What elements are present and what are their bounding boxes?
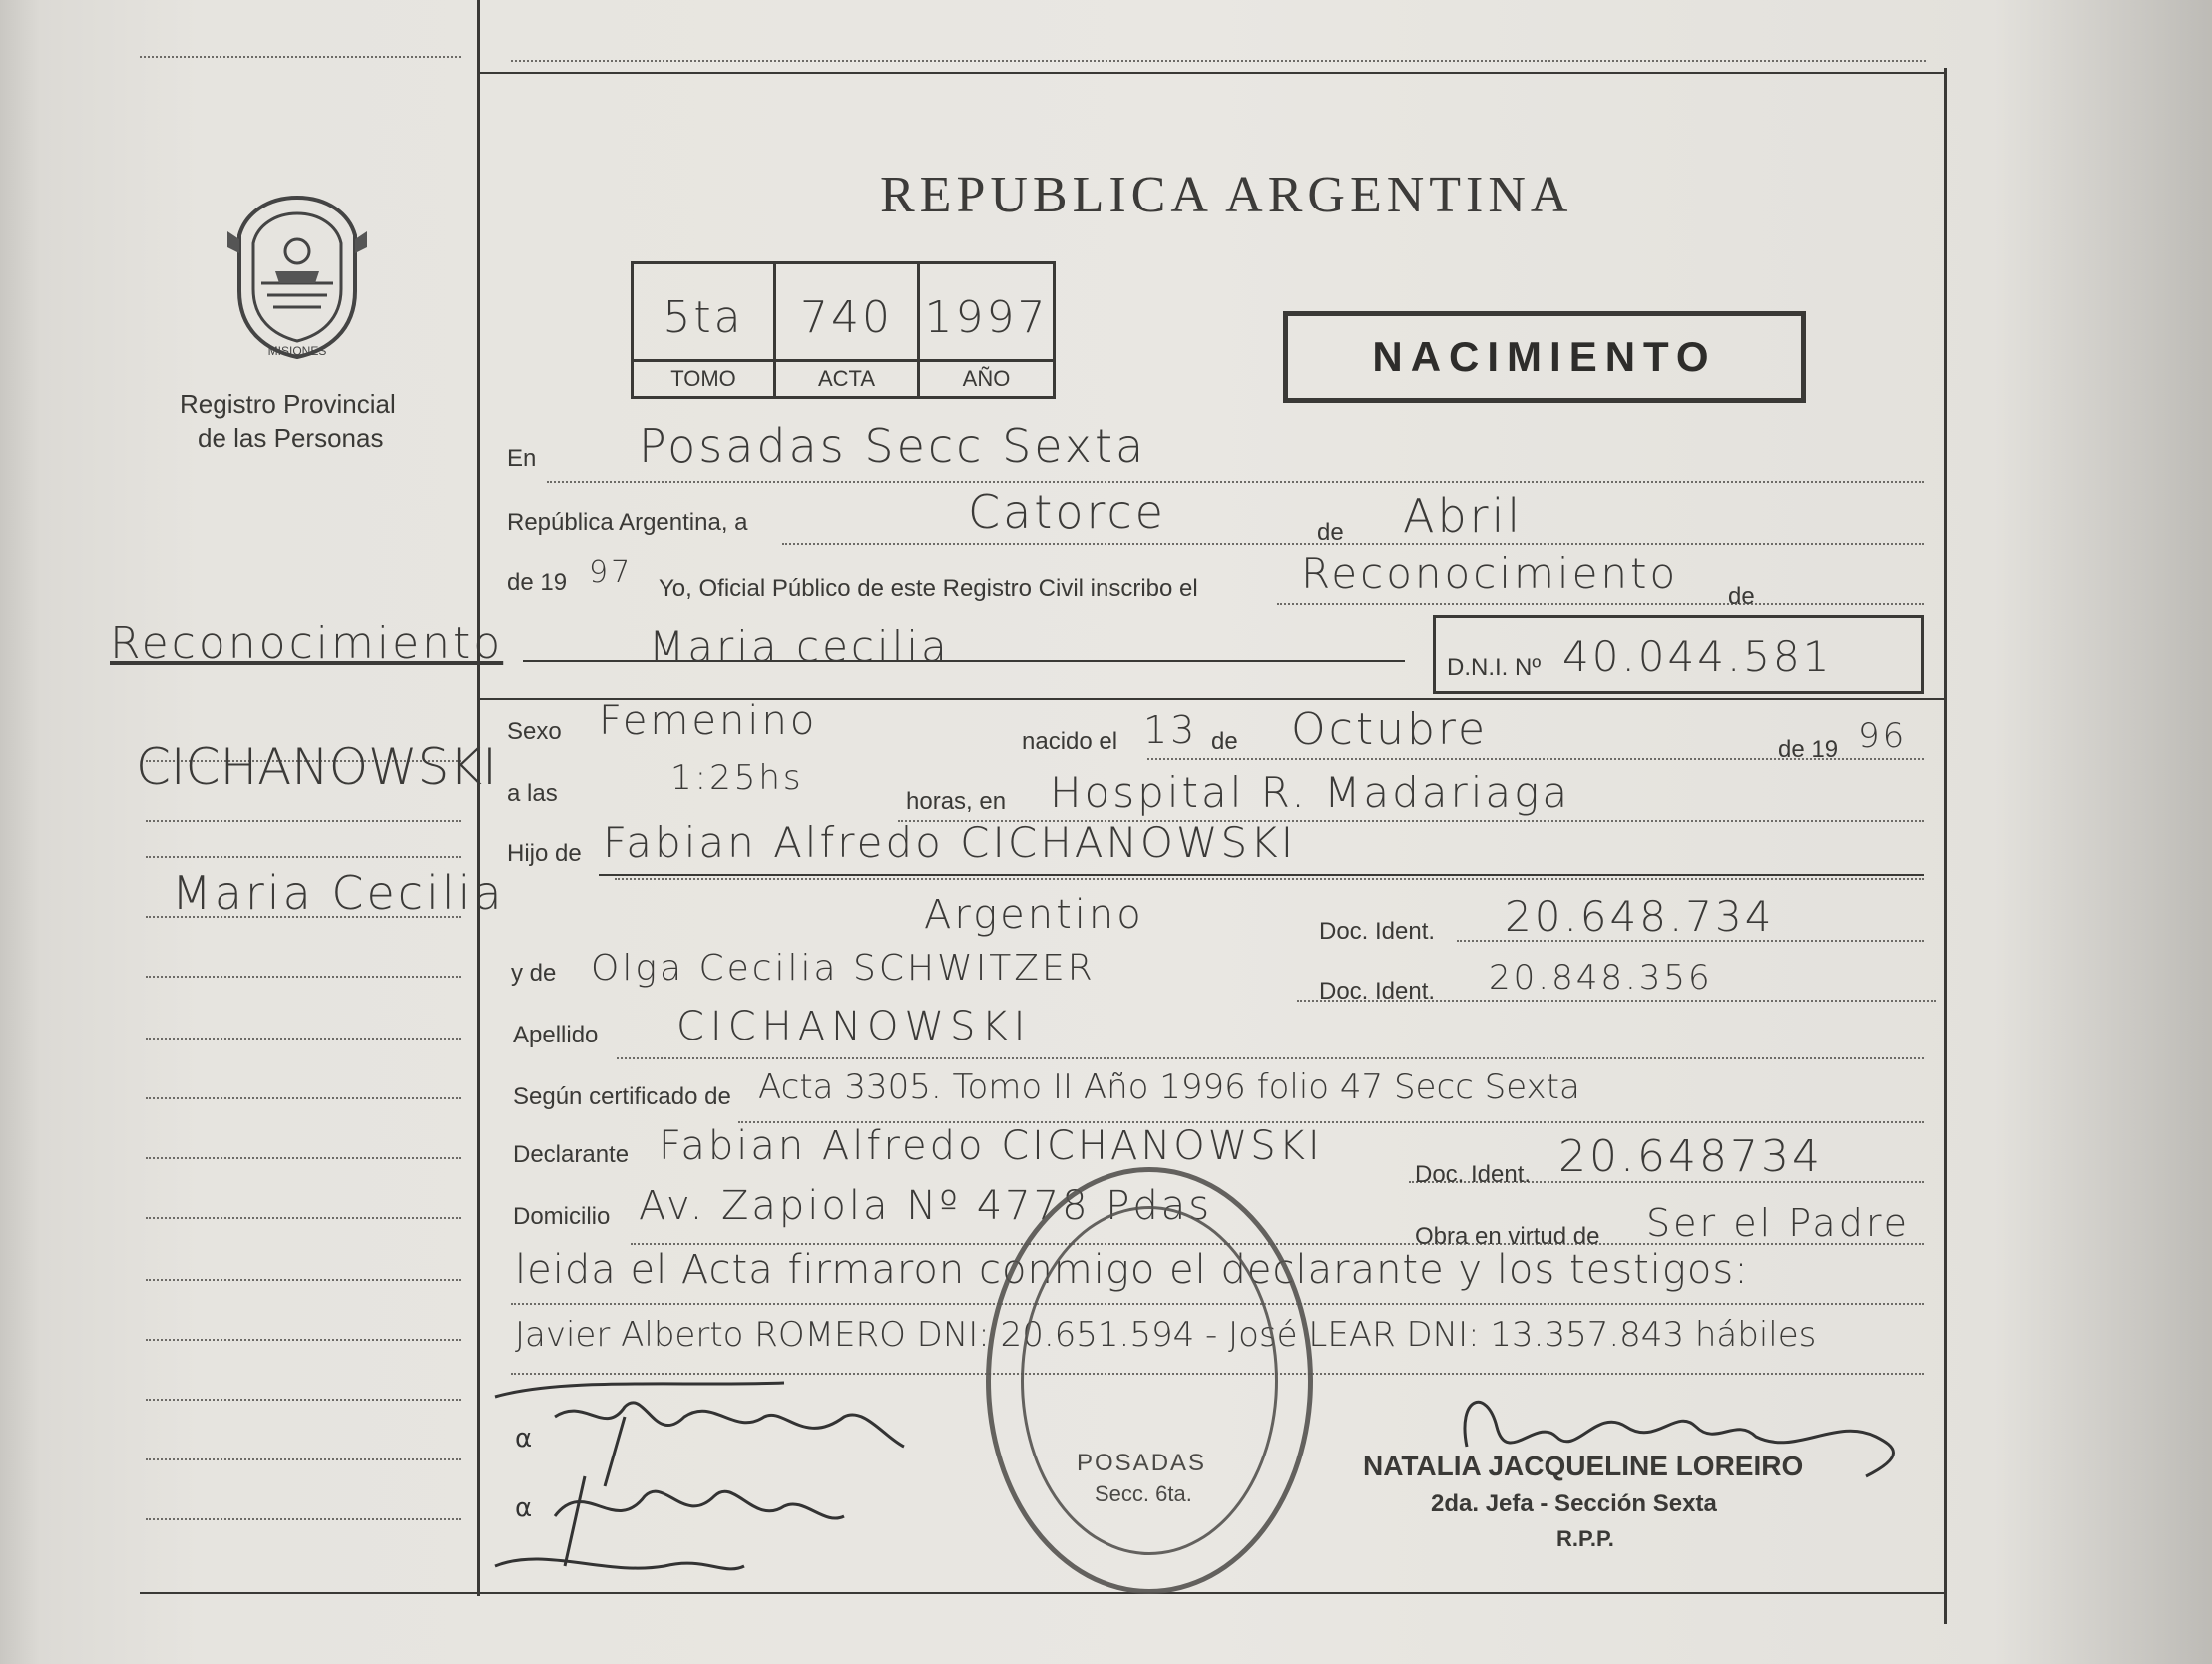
act-type-box: NACIMIENTO <box>1283 311 1806 403</box>
obra-label: Obra en virtud de <box>1415 1223 1600 1250</box>
ano-label: AÑO <box>920 359 1053 396</box>
republica-label: República Argentina, a <box>507 509 748 536</box>
tomo-label: TOMO <box>634 359 773 396</box>
de-label-2: de <box>1728 583 1755 610</box>
sexo-label: Sexo <box>507 718 562 745</box>
father-underline <box>599 874 1924 876</box>
ano-value: 1997 <box>924 292 1049 343</box>
form-line <box>1277 603 1924 605</box>
birth-year: 96 <box>1858 716 1908 756</box>
margin-line <box>146 976 461 978</box>
declarante-doc: 20.648734 <box>1558 1131 1823 1182</box>
provincial-seal-icon <box>227 192 367 361</box>
margin-line <box>146 1339 461 1341</box>
domicilio-value: Av. Zapiola Nº 4778 Pdas <box>639 1183 1213 1229</box>
declarante-label: Declarante <box>513 1141 630 1168</box>
year-prefix: de 19 <box>507 569 568 596</box>
margin-line <box>146 1038 461 1040</box>
de-label: de <box>1317 519 1344 546</box>
name-value: Maria cecilia <box>649 623 950 671</box>
time-value: 1:25hs <box>670 758 804 798</box>
stamp-center-2: Secc. 6ta. <box>1095 1481 1192 1506</box>
inscribe-value: Reconocimiento <box>1301 549 1679 598</box>
alas-label: a las <box>507 780 558 807</box>
acta-value: 740 <box>800 292 893 343</box>
registry-name-line1: Registro Provincial <box>180 389 396 419</box>
birth-month: Octubre <box>1291 704 1489 755</box>
father-doc: 20.648.734 <box>1505 892 1775 941</box>
acta-label: ACTA <box>776 359 917 396</box>
birth-year-prefix: de 19 <box>1778 736 1839 763</box>
reference-table <box>631 261 1056 399</box>
margin-line <box>146 1097 461 1099</box>
form-line <box>615 878 1924 880</box>
margin-line <box>146 1518 461 1520</box>
right-border <box>1944 68 1947 1624</box>
official-org: R.P.P. <box>1556 1526 1614 1551</box>
bottom-rule <box>140 1592 1946 1594</box>
mother-doc: 20.848.356 <box>1489 958 1713 998</box>
top-dotted-left <box>140 56 461 58</box>
oficial-text: Yo, Oficial Público de este Registro Civil inscribo el <box>659 575 1198 602</box>
margin-line <box>146 1399 461 1401</box>
top-rule <box>477 72 1946 74</box>
apellido-label: Apellido <box>513 1022 599 1048</box>
father-value: Fabian Alfredo CICHANOWSKI <box>603 818 1297 867</box>
margin-line <box>146 1279 461 1281</box>
horas-label: horas, en <box>906 788 1007 815</box>
margin-note: Reconocimiento <box>110 619 504 669</box>
obra-value: Ser el Padre <box>1646 1201 1910 1245</box>
en-value: Posadas Secc Sexta <box>639 419 1147 473</box>
doc-label: Doc. Ident. <box>1319 918 1436 945</box>
father-nationality: Argentino <box>924 892 1144 938</box>
doc-label-2: Doc. Ident. <box>1319 978 1436 1005</box>
official-stamp <box>986 1167 1313 1594</box>
margin-surname: CICHANOWSKI <box>136 738 497 796</box>
margin-line <box>146 856 461 858</box>
svg-text:MISIONES: MISIONES <box>267 344 327 358</box>
hijo-label: Hijo de <box>507 840 582 867</box>
leida-line: leida el Acta firmaron conmigo el declarante y los testigos: <box>515 1247 1749 1293</box>
nacido-label: nacido el <box>1022 728 1118 755</box>
segun-value: Acta 3305. Tomo II Año 1996 folio 47 Secc Sexta <box>758 1067 1580 1107</box>
yde-label: y de <box>511 960 557 987</box>
stamp-center-1: POSADAS <box>1077 1450 1207 1476</box>
de-label-3: de <box>1211 728 1238 755</box>
form-line <box>782 543 1924 545</box>
doc-label-3: Doc. Ident. <box>1415 1161 1532 1188</box>
svg-text:α: α <box>515 1493 533 1523</box>
declarante-value: Fabian Alfredo CICHANOWSKI <box>659 1123 1323 1169</box>
tomo-value: 5ta <box>663 292 744 343</box>
day-value: Catorce <box>968 485 1166 539</box>
domicilio-label: Domicilio <box>513 1203 611 1230</box>
margin-given-names: Maria Cecilia <box>172 866 505 920</box>
birth-day: 13 <box>1143 708 1198 752</box>
official-name: NATALIA JACQUELINE LOREIRO <box>1363 1451 1804 1481</box>
official-title: 2da. Jefa - Sección Sexta <box>1431 1490 1717 1517</box>
apellido-value: CICHANOWSKI <box>676 1004 1032 1049</box>
place-value: Hospital R. Madariaga <box>1050 768 1571 817</box>
margin-line <box>146 1217 461 1219</box>
month-value: Abril <box>1403 489 1524 543</box>
margin-line <box>146 1157 461 1159</box>
dni-value: 40.044.581 <box>1562 632 1833 681</box>
top-dotted-right <box>511 60 1926 62</box>
segun-label: Según certificado de <box>513 1083 731 1110</box>
declarante-signature <box>485 1377 924 1596</box>
sexo-value: Femenino <box>599 698 818 744</box>
form-line <box>547 481 1924 483</box>
column-divider <box>477 0 480 1596</box>
margin-line <box>146 1458 461 1460</box>
registry-name-line2: de las Personas <box>198 423 384 453</box>
margin-line <box>146 820 461 822</box>
document-title: REPUBLICA ARGENTINA <box>880 167 1573 223</box>
year-value: 97 <box>589 555 634 590</box>
dni-label: D.N.I. Nº <box>1447 654 1542 681</box>
svg-text:α: α <box>515 1424 533 1454</box>
testigos-line: Javier Alberto ROMERO DNI: 20.651.594 - José LEAR DNI: 13.357.843 hábiles <box>515 1315 1817 1355</box>
en-label: En <box>507 445 537 472</box>
mother-value: Olga Cecilia SCHWITZER <box>591 948 1096 989</box>
form-line <box>617 1057 1924 1059</box>
